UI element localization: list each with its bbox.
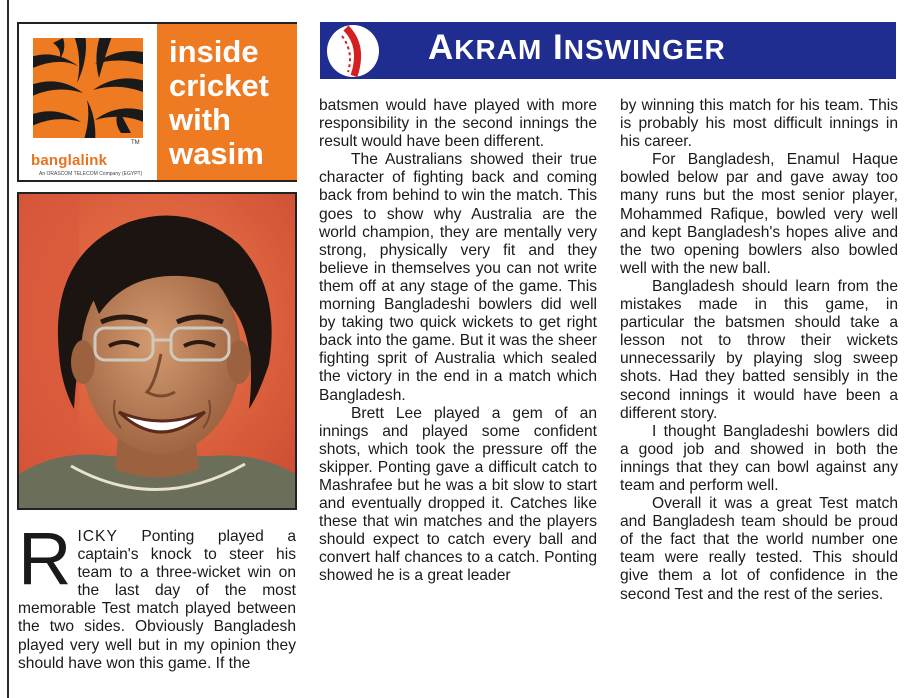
lead-word: ICKY <box>77 528 118 545</box>
cricket-ball-icon <box>324 22 382 80</box>
column-rule <box>7 0 9 698</box>
drop-cap: R <box>18 517 72 600</box>
title-initial: A <box>428 28 455 67</box>
column-title <box>157 24 297 180</box>
column-title-line: wasim <box>169 136 264 171</box>
article-paragraph: I thought Bangladeshi bowlers did a good job and showed in both the innings that they can bowl against any team and perform well. <box>620 422 898 494</box>
column-title-line: with <box>169 102 231 137</box>
sponsor-box <box>17 22 297 182</box>
brand-name: banglalink <box>31 152 108 169</box>
tiger-stripes-icon <box>33 38 143 138</box>
title-rest: KRAM <box>454 34 543 65</box>
trademark-mark: TM <box>131 140 140 146</box>
article-column-1 <box>18 517 296 673</box>
article-paragraph <box>18 517 296 673</box>
column-title-line: cricket <box>169 68 269 103</box>
article-paragraph: Brett Lee played a gem of an innings and played some confident shots, which took the pressure off the skipper. Ponting gave a difficult catch to Mashrafee but he was a bit slow to start and eventually dropped it. Catches like these that win matches and the players should expect to catch every ball and convert half chances to a catch. Ponting showed he is a great leader <box>319 404 597 585</box>
paragraph-text: Ponting played a captain's knock to steer his team to a three-wicket win on the last day of the most memorable Test match played between the two sides. Obviously Bangladesh played very well but in my opinion they should have won this game. If the <box>18 528 296 672</box>
article-paragraph: by winning this match for his team. This is probably his most difficult innings in his career. <box>620 97 898 151</box>
author-photo <box>17 192 297 510</box>
article-paragraph: For Bangladesh, Enamul Haque bowled below par and gave away too many runs but the most senior player, Mohammed Rafique, bowled very well and kept Bangladesh's hopes alive and the two opening bowlers also bowled well with the new ball. <box>620 151 898 277</box>
article-paragraph: Bangladesh should learn from the mistakes made in this game, in particular the batsmen should take a lesson not to throw their wickets unnecessarily by playing slog sweep shots. Had they batted sensibly in the second innings it would have been a different story. <box>620 277 898 422</box>
article-paragraph: The Australians showed their true character of fighting back and coming back from behind to win the match. This goes to show why Australia are the world champion, they are mentally very strong, physically very fit and they believe in themselves you can not write them off at any stage of the game. This morning Bangladeshi bowlers did well by taking two quick wickets to get right back into the game. But it was the sheer fighting sprit of Australia which sealed the victory in the end in a match which Bangladesh. <box>319 151 597 404</box>
article-paragraph: batsmen would have played with more responsibility in the second innings the result would have been different. <box>319 97 597 151</box>
column-title-line: inside <box>169 34 259 69</box>
title-initial: I <box>553 28 564 67</box>
article-column-2 <box>319 97 597 586</box>
column-header-banner <box>320 22 896 79</box>
banglalink-logo <box>29 34 151 177</box>
column-name <box>428 28 726 68</box>
article-paragraph: Overall it was a great Test match and Bangladesh team should be proud of the fact that the world number one team were really tested. This should give them a lot of confidence in the second Test and the rest of the series. <box>620 495 898 603</box>
brand-tagline: An ORASCOM TELECOM Company (EGYPT) <box>39 171 143 177</box>
title-rest: NSWINGER <box>563 34 726 65</box>
article-column-3 <box>620 97 898 604</box>
